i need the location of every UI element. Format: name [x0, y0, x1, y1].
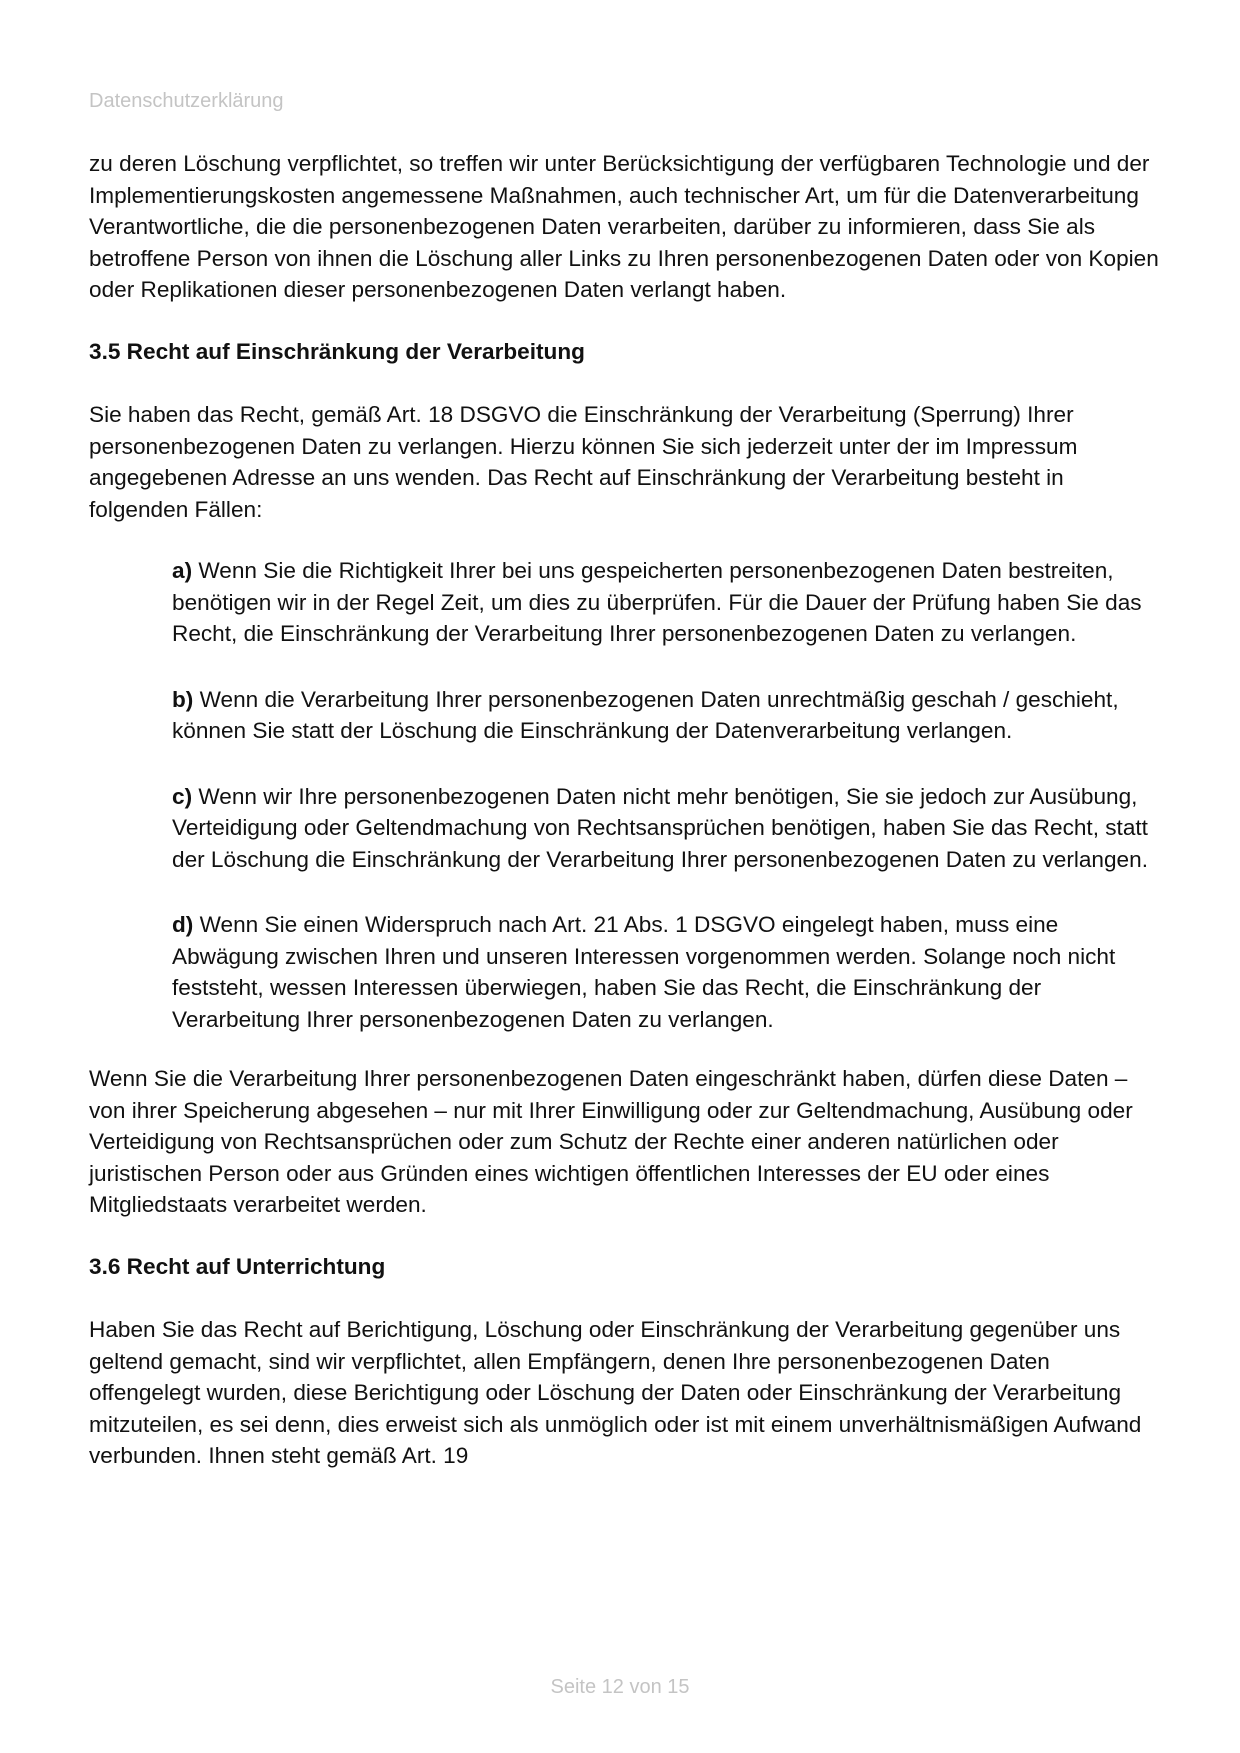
restriction-cases-list	[89, 555, 1159, 1035]
list-item-c	[172, 781, 1159, 876]
page-number: Seite 12 von 15	[550, 1676, 690, 1698]
section-3-6-paragraph: Haben Sie das Recht auf Berichtigung, Löschung oder Einschränkung der Verarbeitung gegenüber uns geltend gemacht, sind wir verpflichtet, allen Empfängern, denen Ihre personenbezogenen Daten offengelegt wurden, diese Berichtigung oder Löschung der Daten oder Einschränkung der Verarbeitung mitzuteilen, es sei denn, dies erweist sich als unmöglich oder ist mit einem unverhältnismäßigen Aufwand verbunden. Ihnen steht gemäß Art. 19	[89, 1317, 1142, 1468]
running-header: Datenschutzerklärung	[89, 90, 284, 112]
document-body	[89, 148, 1159, 1472]
intro-paragraph: zu deren Löschung verpflichtet, so treffen wir unter Berücksichtigung der verfügbaren Technologie und der Implementierungskosten angemessene Maßnahmen, auch technischer Art, um für die Datenverarbeitung Verantwortliche, die die personenbezogenen Daten verarbeiten, darüber zu informieren, dass Sie als betroffene Person von ihnen die Löschung aller Links zu Ihren personenbezogenen Daten oder von Kopien oder Replikationen dieser personenbezogenen Daten verlangt haben.	[89, 151, 1159, 302]
list-item-a	[172, 555, 1159, 650]
section-heading-3-6: 3.6 Recht auf Unterrichtung	[89, 1253, 386, 1279]
list-marker-c: c)	[172, 783, 193, 809]
list-marker-a: a)	[172, 558, 193, 583]
list-item-b	[172, 684, 1159, 747]
list-text-c: Wenn wir Ihre personenbezogenen Daten nicht mehr benötigen, Sie sie jedoch zur Ausübung, Verteidigung oder Geltendmachung von Rechtsansprüchen benötigen, haben Sie das Recht, statt der Löschung die Einschränkung der Verarbeitung Ihrer personenbezogenen Daten zu verlangen.	[172, 783, 1148, 872]
section-3-5-closing-paragraph: Wenn Sie die Verarbeitung Ihrer personenbezogenen Daten eingeschränkt haben, dürfen diese Daten – von ihrer Speicherung abgesehen – nur mit Ihrer Einwilligung oder zur Geltendmachung, Ausübung oder Verteidigung von Rechtsansprüchen oder zum Schutz der Rechte einer anderen natürlichen oder juristischen Person oder aus Gründen eines wichtigen öffentlichen Interesses der EU oder eines Mitgliedstaats verarbeitet werden.	[89, 1066, 1133, 1217]
list-item-d	[172, 909, 1159, 1035]
section-heading-3-5: 3.5 Recht auf Einschränkung der Verarbeitung	[89, 338, 585, 364]
list-text-a: Wenn Sie die Richtigkeit Ihrer bei uns gespeicherten personenbezogenen Daten bestreiten, benötigen wir in der Regel Zeit, um dies zu überprüfen. Für die Dauer der Prüfung haben Sie das Recht, die Einschränkung der Verarbeitung Ihrer personenbezogenen Daten zu verlangen.	[172, 558, 1142, 646]
list-text-d: Wenn Sie einen Widerspruch nach Art. 21 Abs. 1 DSGVO eingelegt haben, muss eine Abwägung zwischen Ihren und unseren Interessen vorgenommen werden. Solange noch nicht feststeht, wessen Interessen überwiegen, haben Sie das Recht, die Einschränkung der Verarbeitung Ihrer personenbezogenen Daten zu verlangen.	[172, 912, 1116, 1032]
list-marker-d: d)	[172, 912, 194, 937]
list-marker-b: b)	[172, 686, 194, 712]
section-3-5-paragraph: Sie haben das Recht, gemäß Art. 18 DSGVO die Einschränkung der Verarbeitung (Sperrung) Ihrer personenbezogenen Daten zu verlangen. Hierzu können Sie sich jederzeit unter der im Impressum angegebenen Adresse an uns wenden. Das Recht auf Einschränkung der Verarbeitung besteht in folgenden Fällen:	[89, 402, 1078, 522]
list-text-b: Wenn die Verarbeitung Ihrer personenbezogenen Daten unrechtmäßig geschah / geschieht, können Sie statt der Löschung die Einschränkung der Datenverarbeitung verlangen.	[172, 686, 1119, 743]
